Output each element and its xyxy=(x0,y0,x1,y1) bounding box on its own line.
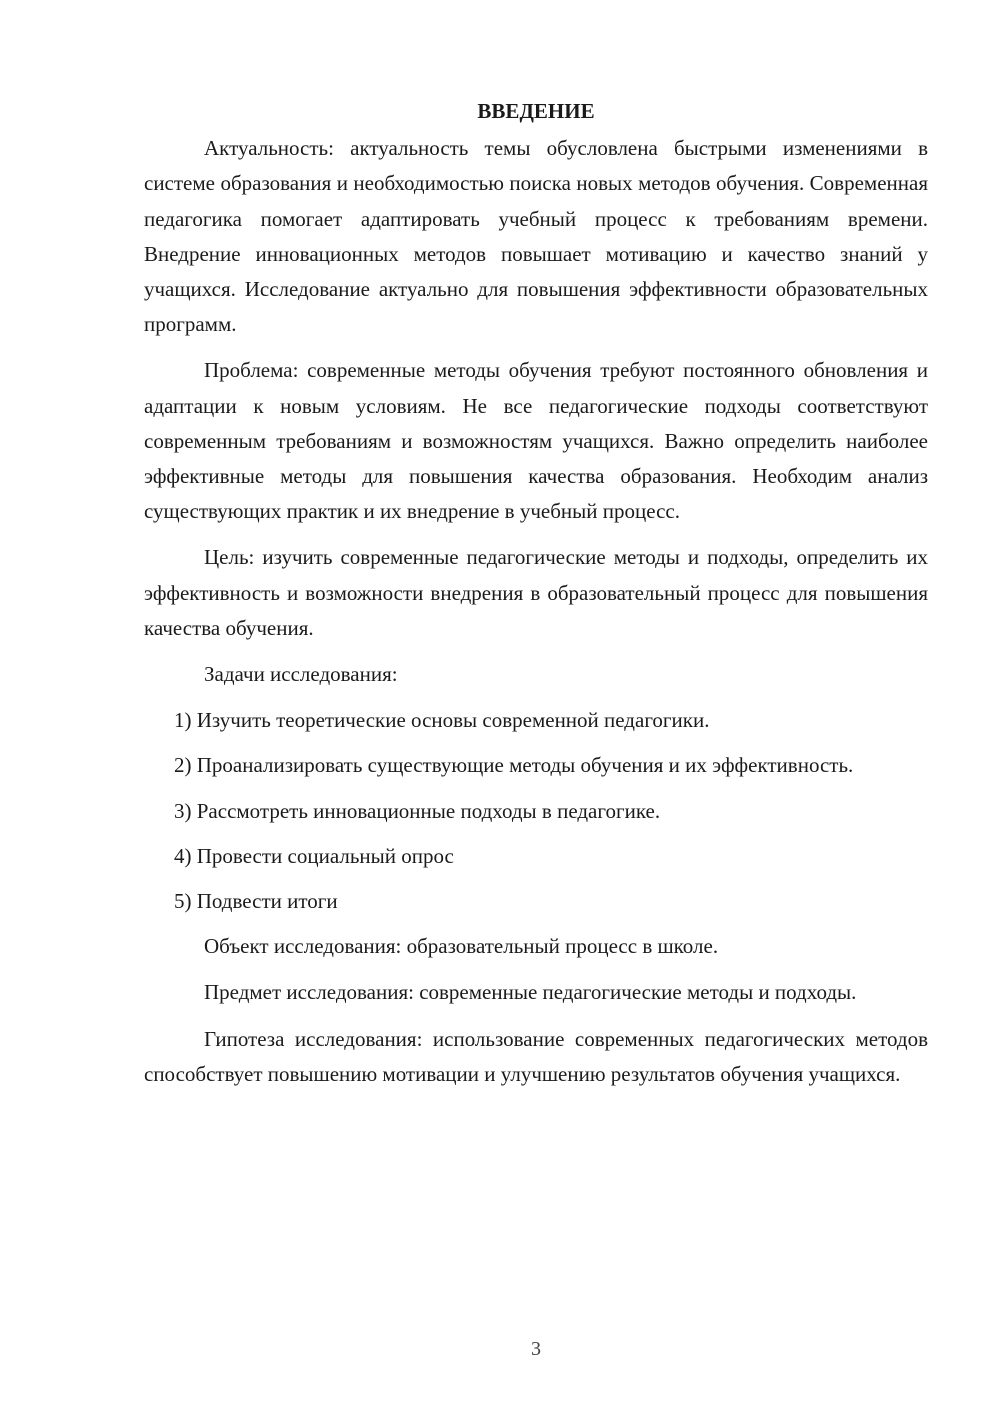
relevance-paragraph: Актуальность: актуальность темы обусловлена быстрыми изменениями в системе образования и необходимостью поиска новых методов обучения. Современная педагогика помогает адаптировать учебный процесс к требованиям времени. Внедрение инновационных методов повышает мотивацию и качество знаний у учащихся. Исследование актуально для повышения эффективности образовательных программ. xyxy=(144,136,928,337)
page-content xyxy=(144,94,928,1092)
task-item-3: 3) Рассмотреть инновационные подходы в педагогике. xyxy=(174,798,661,823)
object-paragraph: Объект исследования: образовательный процесс в школе. xyxy=(204,934,719,959)
task-item-1: 1) Изучить теоретические основы современной педагогики. xyxy=(174,708,710,733)
tasks-heading: Задачи исследования: xyxy=(204,662,398,687)
subject-paragraph: Предмет исследования: современные педагогические методы и подходы. xyxy=(204,980,857,1005)
goal-paragraph: Цель: изучить современные педагогические методы и подходы, определить их эффективность и возможности внедрения в образовательный процесс для повышения качества обучения. xyxy=(144,545,928,640)
task-item-4: 4) Провести социальный опрос xyxy=(174,843,454,868)
task-item-5: 5) Подвести итоги xyxy=(174,889,338,914)
page-title: ВВЕДЕНИЕ xyxy=(477,99,595,123)
problem-paragraph: Проблема: современные методы обучения требуют постоянного обновления и адаптации к новым условиям. Не все педагогические подходы соответствуют современным требованиям и возможностям учащихся. Важно определить наиболее эффективные методы для повышения качества образования. Необходим анализ существующих практик и их внедрение в учебный процесс. xyxy=(144,358,928,524)
page-number: 3 xyxy=(531,1338,541,1360)
task-item-2: 2) Проанализировать существующие методы обучения и их эффективность. xyxy=(174,753,854,778)
hypothesis-paragraph: Гипотеза исследования: использование современных педагогических методов способствует повышению мотивации и улучшению результатов обучения учащихся. xyxy=(144,1026,928,1086)
